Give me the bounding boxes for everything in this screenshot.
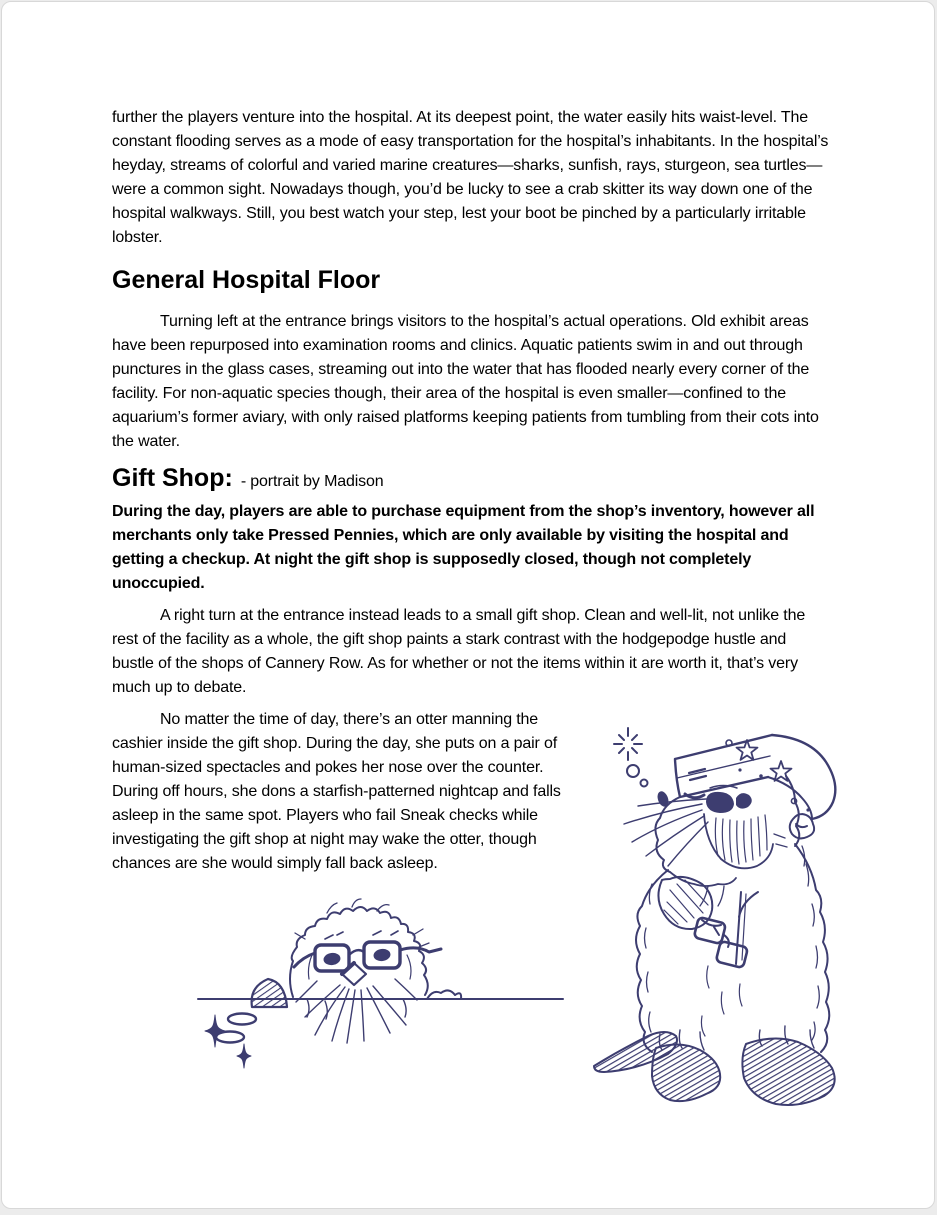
night-otter-illustration [590,714,935,1114]
paragraph-gift-shop-description: A right turn at the entrance instead leads to a small gift shop. Clean and well-lit, not unlike the rest of the facility as a whole, the gift shop paints a stark contrast with the hodgepodge hustle and bustle of the shops of Cannery Row. As for whether or not the items within it are worth it, that’s very much up to debate. [112,607,806,696]
heading-gift-shop [112,462,830,498]
heading-gift-shop-note: - portrait by Madison [240,473,384,490]
paragraph-otter-cashier: No matter the time of day, there’s an otter manning the cashier inside the gift shop. During the day, she puts on a pair of human-sized spectacles and pokes her nose over the counter. During off hours, she dons a starfish-patterned nightcap and falls asleep in the same spot. Players who fail Sneak checks while investigating the gift shop at night may wake the otter, though chances are she would simply fall back asleep. [112,711,561,872]
paragraph-general-hospital: Turning left at the entrance brings visitors to the hospital’s actual operations. Old exhibit areas have been repurposed into examination rooms and clinics. Aquatic patients swim in and out through punctures in the glass cases, streaming out into the water that has flooded nearly every corner of the facility. For non-aquatic species though, their area of the hospital is even smaller—confined to the aquarium’s former aviary, with only raised platforms keeping patients from tumbling from their cots into the water. [112,313,819,450]
paragraph-shop-rules: During the day, players are able to purchase equipment from the shop’s inventory, however all merchants only take Pressed Pennies, which are only available by visiting the hospital and getting a checkup. At night the gift shop is supposedly closed, though not completely unoccupied. [112,503,815,592]
otter-whiskers [296,979,461,1043]
coins-icon [216,1014,256,1043]
paragraph-intro: further the players venture into the hospital. At its deepest point, the water easily hits waist-level. The constant flooding serves as a mode of easy transportation for the hospital’s inhabitants. In the hospital’s heyday, streams of colorful and varied marine creatures—sharks, sunfish, rays, sturgeon, sea turtles—were a common sight. Nowadays though, you’d be lucky to see a crab skitter its way down one of the hospital walkways. Still, you best watch your step, lest your boot be pinched by a particularly irritable lobster. [112,109,829,246]
otter-body [636,844,829,1052]
sparkle-icon [614,728,642,760]
starfish-icon [737,740,792,781]
heading-gift-shop-title: Gift Shop: [112,464,233,492]
otter-head [624,776,799,886]
otter-feet [594,1026,835,1105]
document-page [1,1,935,1209]
shell-icon [252,979,287,1007]
day-otter-illustration [177,895,567,1110]
sleep-bubbles-icon [627,765,648,787]
heading-general-hospital-floor: General Hospital Floor [112,266,381,294]
nightcap [675,735,835,838]
